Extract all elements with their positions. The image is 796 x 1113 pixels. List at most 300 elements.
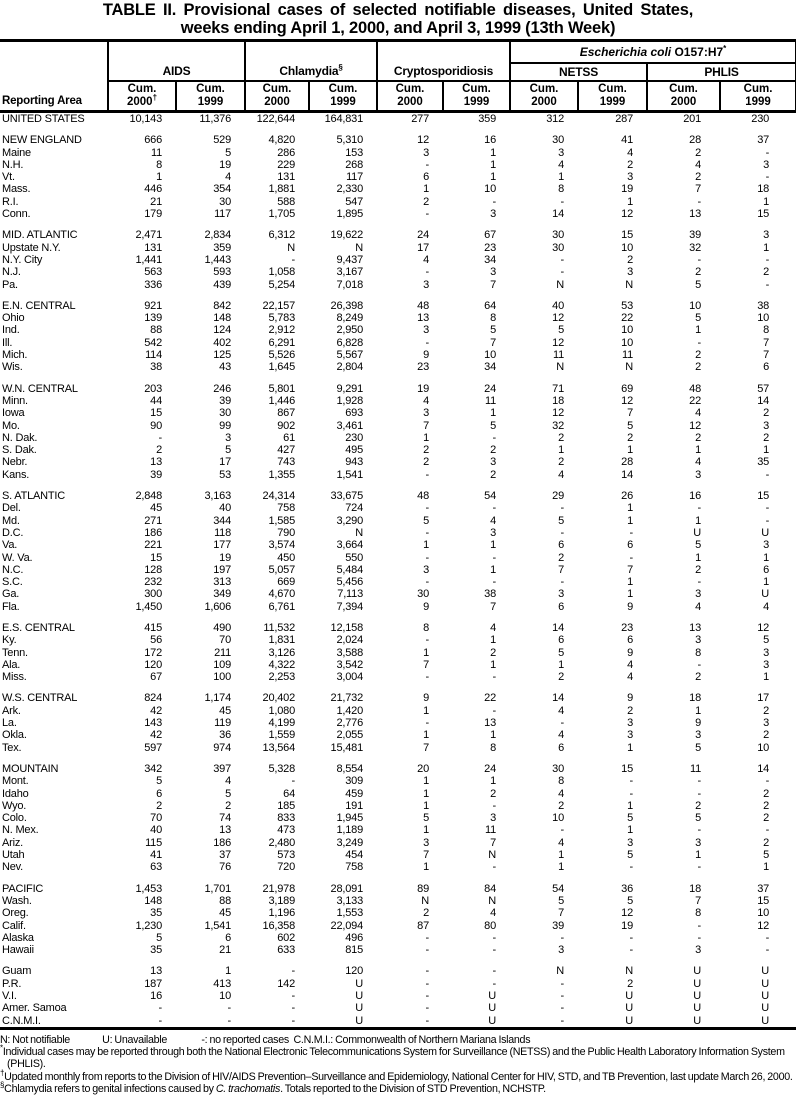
- cell: 529: [213, 134, 231, 147]
- row-label: E.S. CENTRAL: [2, 621, 75, 634]
- cell: U: [693, 990, 701, 1002]
- cell: 271: [144, 514, 162, 527]
- cell: 2: [558, 431, 564, 444]
- cell: -: [765, 253, 770, 266]
- row-label: S. ATLANTIC: [2, 490, 65, 503]
- cell: U: [761, 977, 770, 990]
- cell: -: [629, 526, 633, 539]
- row-label: Ohio: [2, 312, 25, 325]
- table-row: [0, 361, 796, 373]
- row-label: W.N. CENTRAL: [2, 382, 78, 395]
- cell: 573: [277, 849, 295, 862]
- cell: -: [291, 990, 295, 1002]
- cell: 597: [144, 741, 162, 754]
- cell: 12: [552, 336, 564, 349]
- cell: 43: [219, 361, 231, 374]
- cell: 1: [763, 241, 770, 254]
- cell: U: [761, 1014, 770, 1027]
- cell: 490: [213, 621, 231, 634]
- row-label: S.C.: [2, 576, 23, 589]
- cell: 19,622: [330, 229, 363, 242]
- row-label: E.N. CENTRAL: [2, 299, 76, 312]
- cell: 53: [621, 299, 633, 312]
- row-label: N. Mex.: [2, 824, 39, 837]
- cell: 38: [757, 299, 770, 312]
- cell: 148: [213, 312, 231, 325]
- cell: 1: [695, 849, 701, 862]
- cell: 5: [423, 514, 429, 527]
- cell: 12: [621, 907, 633, 920]
- cell: 23: [484, 241, 496, 254]
- cell: -: [697, 861, 701, 874]
- table-row: [0, 1002, 796, 1014]
- cell: U: [625, 1014, 633, 1027]
- cell: 28,091: [330, 882, 363, 895]
- cell: 359: [213, 241, 231, 254]
- cell: -: [560, 576, 564, 589]
- cell: -: [629, 787, 633, 800]
- cell: 10: [621, 241, 633, 254]
- cell: -: [560, 990, 564, 1002]
- cell: 5,456: [336, 576, 363, 589]
- table-row: [0, 208, 796, 220]
- cell: -: [765, 775, 770, 788]
- cell: 1: [695, 324, 701, 337]
- cell: -: [560, 824, 564, 837]
- cell: 6: [558, 539, 564, 552]
- cell: 10: [552, 812, 564, 825]
- cell: 12: [621, 208, 633, 221]
- cell: 602: [277, 931, 295, 944]
- cell: 2: [763, 787, 770, 800]
- cell: 309: [345, 775, 363, 788]
- ecoli-group-header: Escherichia coli O157:H7*: [510, 41, 796, 63]
- cell: 120: [144, 658, 162, 671]
- cell: 1: [558, 444, 564, 457]
- cell: 4: [490, 514, 496, 527]
- cell: 1: [627, 502, 633, 515]
- cell: 187: [144, 977, 162, 990]
- cell: -: [560, 253, 564, 266]
- header-spacer: [108, 41, 245, 63]
- cell: 1: [490, 171, 496, 184]
- cell: 459: [345, 787, 363, 800]
- cell: 344: [213, 514, 231, 527]
- notifiable-diseases-table: [0, 39, 796, 1030]
- cell: 7: [558, 907, 564, 920]
- table-row: [0, 279, 796, 291]
- cell: 5: [558, 646, 564, 659]
- cell: 4: [695, 407, 701, 420]
- cell: 3: [627, 836, 633, 849]
- row-label: W.S. CENTRAL: [2, 692, 78, 705]
- cell: 547: [345, 195, 363, 208]
- cell: 30: [552, 762, 564, 775]
- row-label: D.C.: [2, 526, 24, 539]
- cell: 1: [627, 444, 633, 457]
- cell: 229: [277, 158, 295, 171]
- cell: 1,355: [268, 468, 295, 481]
- cell: 743: [277, 456, 295, 469]
- cell: 6: [627, 539, 633, 552]
- cell: 5,328: [268, 762, 295, 775]
- cell: -: [560, 526, 564, 539]
- cell: -: [425, 468, 429, 481]
- cell: 74: [219, 812, 231, 825]
- cell: 1,945: [336, 812, 363, 825]
- cell: 19: [219, 158, 231, 171]
- table-row: [0, 183, 796, 195]
- cell: 833: [277, 812, 295, 825]
- cell: 1: [156, 171, 162, 184]
- cell: -: [629, 944, 633, 957]
- cell: 45: [150, 502, 162, 515]
- cell: -: [492, 977, 496, 990]
- cell: 4: [695, 158, 701, 171]
- row-label: Guam: [2, 965, 32, 978]
- cum-header: Cum. 2000: [510, 81, 578, 112]
- cell: 790: [277, 526, 295, 539]
- footnote-netss-phlis: *Individual cases may be reported through both the National Electronic Telecommunications System for Surveillance (NETSS) and the Public Health Laboratory Information System (PHLIS).: [0, 1043, 785, 1071]
- cell: 24: [484, 382, 496, 395]
- cell: 64: [283, 787, 295, 800]
- cell: U: [761, 1002, 770, 1015]
- cell: 3,461: [336, 419, 363, 432]
- cell: 164,831: [324, 113, 363, 125]
- cell: 413: [213, 977, 231, 990]
- cell: 1,831: [268, 634, 295, 647]
- cell: 1,453: [135, 882, 162, 895]
- cell: 9: [423, 692, 429, 705]
- cell: 446: [144, 183, 162, 196]
- cell: 1: [423, 539, 429, 552]
- cell: 15: [757, 894, 770, 907]
- cell: -: [765, 278, 770, 291]
- cell: 21: [150, 195, 162, 208]
- cell: 14: [757, 394, 770, 407]
- cell: 197: [213, 563, 231, 576]
- cell: 13: [219, 824, 231, 837]
- cell: 4: [558, 468, 564, 481]
- row-label: Okla.: [2, 729, 27, 742]
- cell: 5: [627, 894, 633, 907]
- cell: 1: [423, 183, 429, 196]
- cell: 542: [144, 336, 162, 349]
- row-label: N.C.: [2, 563, 24, 576]
- cell: -: [765, 931, 770, 944]
- cell: 724: [345, 502, 363, 515]
- cell: -: [425, 1002, 429, 1015]
- cell: 54: [552, 882, 564, 895]
- cell: 26: [621, 490, 633, 503]
- cell: 221: [144, 539, 162, 552]
- cell: 3: [490, 812, 496, 825]
- row-label: P.R.: [2, 977, 22, 990]
- cell: 1: [423, 787, 429, 800]
- cell: 19: [417, 382, 429, 395]
- cell: 1: [695, 514, 701, 527]
- cell: 17: [757, 692, 770, 705]
- table-row: [0, 588, 796, 600]
- table-row: [0, 420, 796, 432]
- cell: 22,157: [262, 299, 295, 312]
- cell: 5: [627, 812, 633, 825]
- table-row: [0, 456, 796, 468]
- cell: U: [693, 977, 701, 990]
- cell: 109: [213, 658, 231, 671]
- cell: 16: [150, 990, 162, 1002]
- cell: 4: [423, 253, 429, 266]
- cell: 2,848: [135, 490, 162, 503]
- cell: 3: [763, 658, 770, 671]
- cell: 114: [145, 349, 162, 362]
- cell: -: [492, 431, 496, 444]
- cell: 15: [757, 490, 770, 503]
- table-row: [0, 337, 796, 349]
- cell: 5: [695, 741, 701, 754]
- cell: -: [227, 1014, 231, 1027]
- cell: 3,290: [336, 514, 363, 527]
- cell: 119: [214, 717, 231, 730]
- table-row: [0, 527, 796, 539]
- table-row: [0, 742, 796, 754]
- cell: -: [492, 576, 496, 589]
- cell: 6,291: [268, 336, 295, 349]
- cell: 232: [144, 576, 162, 589]
- cell: 1: [423, 704, 429, 717]
- cell: -: [492, 671, 496, 684]
- cell: 3: [423, 836, 429, 849]
- cell: 3,542: [336, 658, 363, 671]
- cell: 117: [214, 208, 231, 221]
- cell: 2,024: [336, 634, 363, 647]
- row-label: Utah: [2, 849, 25, 862]
- cell: 2: [558, 456, 564, 469]
- cell: 37: [219, 849, 231, 862]
- cell: 22,094: [330, 919, 363, 932]
- cell: 122,644: [256, 113, 295, 125]
- cell: 57: [757, 382, 770, 395]
- cell: 191: [345, 799, 363, 812]
- cell: 5,254: [268, 278, 295, 291]
- cell: 8,249: [336, 312, 363, 325]
- table-row: [0, 383, 796, 395]
- cell: 18: [552, 394, 564, 407]
- cell: 7: [423, 849, 429, 862]
- cell: 758: [345, 861, 363, 874]
- cum-header: Cum. 2000: [245, 81, 309, 112]
- cell: 12: [757, 621, 770, 634]
- cell: 4: [558, 729, 564, 742]
- cell: 5: [763, 634, 770, 647]
- cell: 758: [277, 502, 295, 515]
- cell: 34: [484, 253, 496, 266]
- cell: 2: [423, 444, 429, 457]
- cell: 5: [225, 444, 231, 457]
- cell: -: [560, 1014, 564, 1027]
- cell: 1: [490, 658, 496, 671]
- row-label: MID. ATLANTIC: [2, 229, 78, 242]
- table-row: [0, 576, 796, 588]
- cell: 1,441: [135, 253, 162, 266]
- cell: 1,559: [268, 729, 295, 742]
- legend-not-notifiable: N: Not notifiable: [0, 1033, 70, 1046]
- cell: 943: [345, 456, 363, 469]
- cell: 2: [627, 977, 633, 990]
- cell: 4,670: [268, 588, 295, 601]
- cell: 3: [423, 278, 429, 291]
- table-row: [0, 515, 796, 527]
- cell: 1: [423, 775, 429, 788]
- cell: 230: [751, 113, 770, 125]
- table-row: [0, 763, 796, 775]
- cell: 186: [213, 836, 231, 849]
- cell: -: [158, 1002, 162, 1015]
- cell: 3: [695, 729, 701, 742]
- cell: 16: [689, 490, 701, 503]
- cell: -: [227, 1002, 231, 1015]
- cell: 1,420: [336, 704, 363, 717]
- cell: 1,450: [135, 600, 162, 613]
- cell: 9,437: [336, 253, 363, 266]
- cell: 201: [683, 113, 701, 125]
- cell: 26,398: [330, 299, 363, 312]
- cell: 71: [552, 382, 564, 395]
- cell: 2,253: [268, 671, 295, 684]
- cell: 450: [277, 551, 295, 564]
- cell: 3,588: [336, 646, 363, 659]
- cell: 8: [490, 312, 496, 325]
- cell: -: [291, 1014, 295, 1027]
- cell: 10: [757, 312, 770, 325]
- cell: -: [560, 931, 564, 944]
- cell: 10: [757, 907, 770, 920]
- cell: 1,446: [268, 394, 295, 407]
- cell: 115: [145, 836, 162, 849]
- row-label: Va.: [2, 539, 18, 552]
- cell: 41: [150, 849, 162, 862]
- cell: 2: [627, 431, 633, 444]
- cell: 2: [695, 146, 701, 159]
- cell: 13: [150, 456, 162, 469]
- cell: 2: [490, 444, 496, 457]
- header-spacer: [377, 41, 510, 63]
- cell: 7: [423, 658, 429, 671]
- cell: 4: [490, 907, 496, 920]
- row-label: Oreg.: [2, 907, 29, 920]
- cell: 18: [689, 692, 701, 705]
- cell: 19: [621, 919, 633, 932]
- cell: -: [158, 431, 162, 444]
- cell: 70: [219, 634, 231, 647]
- cell: 454: [345, 849, 363, 862]
- table-body: [0, 112, 796, 1030]
- cell: -: [425, 1014, 429, 1027]
- cell: -: [560, 266, 564, 279]
- cell: 15,481: [330, 741, 363, 754]
- table-row: [0, 432, 796, 444]
- reporting-area-header: Reporting Area: [0, 41, 108, 112]
- cell: 2: [490, 787, 496, 800]
- cell: 53: [219, 468, 231, 481]
- header-row-cum: [0, 81, 796, 112]
- cell: 1: [763, 195, 770, 208]
- cell: 87: [417, 919, 429, 932]
- cell: 14: [621, 468, 633, 481]
- cell: 666: [144, 134, 162, 147]
- cell: 2: [558, 671, 564, 684]
- cell: 172: [144, 646, 162, 659]
- cell: 24: [417, 229, 429, 242]
- cell: 17: [219, 456, 231, 469]
- cell: 1: [423, 861, 429, 874]
- cell: 10: [621, 324, 633, 337]
- cell: 3: [763, 717, 770, 730]
- cell: U: [761, 965, 770, 978]
- cum-header: Cum. 1999: [443, 81, 510, 112]
- cell: 2: [695, 799, 701, 812]
- cell: 88: [150, 324, 162, 337]
- cell: N: [355, 241, 363, 254]
- cell: 5: [695, 278, 701, 291]
- cell: 3: [763, 646, 770, 659]
- cell: 7,394: [336, 600, 363, 613]
- cell: 2: [156, 444, 162, 457]
- cell: 10,143: [129, 113, 162, 125]
- cell: 99: [219, 419, 231, 432]
- cell: 12: [552, 407, 564, 420]
- cell: 2: [763, 704, 770, 717]
- cell: 67: [150, 671, 162, 684]
- cell: 39: [150, 468, 162, 481]
- row-label: La.: [2, 717, 17, 730]
- cell: 3: [423, 563, 429, 576]
- cell: 550: [345, 551, 363, 564]
- row-label: Alaska: [2, 931, 34, 944]
- cell: 2,480: [268, 836, 295, 849]
- cell: 4,322: [268, 658, 295, 671]
- cell: 5: [695, 539, 701, 552]
- cell: 6: [423, 171, 429, 184]
- cell: 2,330: [336, 183, 363, 196]
- cell: -: [425, 671, 429, 684]
- cell: 63: [150, 861, 162, 874]
- cell: 2: [763, 407, 770, 420]
- cell: 5,484: [336, 563, 363, 576]
- cell: 902: [277, 419, 295, 432]
- cell: 3: [695, 944, 701, 957]
- cell: 1: [627, 799, 633, 812]
- cell: 67: [484, 229, 496, 242]
- cell: 3: [763, 539, 770, 552]
- cell: -: [492, 931, 496, 944]
- cell: 1: [763, 576, 770, 589]
- cell: -: [697, 824, 701, 837]
- cell: 45: [219, 907, 231, 920]
- cell: 3: [763, 419, 770, 432]
- cell: 39: [219, 394, 231, 407]
- cell: 1: [225, 965, 231, 978]
- row-label: Conn.: [2, 208, 31, 221]
- table-row: [0, 775, 796, 787]
- cell: 30: [219, 195, 231, 208]
- cell: -: [560, 195, 564, 208]
- cell: 148: [144, 894, 162, 907]
- cell: -: [425, 634, 429, 647]
- cell: 842: [213, 299, 231, 312]
- cell: 8: [695, 907, 701, 920]
- cell: -: [425, 158, 429, 171]
